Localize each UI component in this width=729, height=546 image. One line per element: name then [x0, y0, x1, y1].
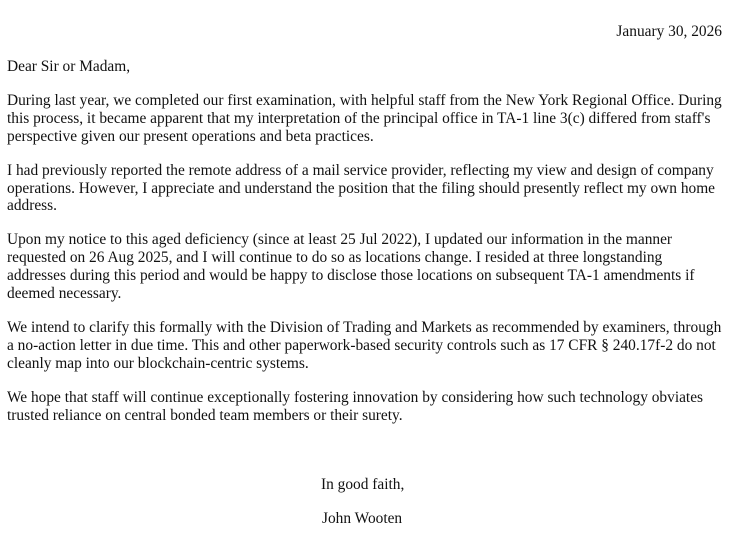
paragraph-no-action: We intend to clarify this formally with the Division of Trading and Markets as recommended by examiners, through a no-action letter in due time. This and other paperwork-based security controls such as 17 CFR § 240.17f-2 do not cleanly map into our blockchain-centric systems. — [7, 318, 722, 372]
paragraph-deficiency: Upon my notice to this aged deficiency (since at least 25 Jul 2022), I updated our information in the manner requested on 26 Aug 2025, and I will continue to do so as locations change. I resided at three longstanding addresses during this period and would be happy to disclose those locations on subsequent TA-1 amendments if deemed necessary. — [7, 231, 695, 303]
letter-body — [7, 58, 723, 441]
paragraph-address: I had previously reported the remote address of a mail service provider, reflecting my view and design of company operations. However, I appreciate and understand the position that the filing should presently reflect my own home address. — [7, 161, 716, 215]
paragraph-examination: During last year, we completed our first examination, with helpful staff from the New York Regional Office. During this process, it became apparent that my interpretation of the principal office in TA-1 line 3(c) differed from staff's perspective given our present operations and beta practices. — [7, 91, 722, 145]
signature-name: John Wooten — [322, 510, 403, 527]
paragraph-innovation: We hope that staff will continue exceptionally fostering innovation by considering how such technology obviates trusted reliance on central bonded team members or their surety. — [7, 388, 704, 424]
salutation: Dear Sir or Madam, — [7, 58, 131, 75]
closing: In good faith, — [321, 476, 405, 493]
letter-date: January 30, 2026 — [616, 23, 722, 40]
